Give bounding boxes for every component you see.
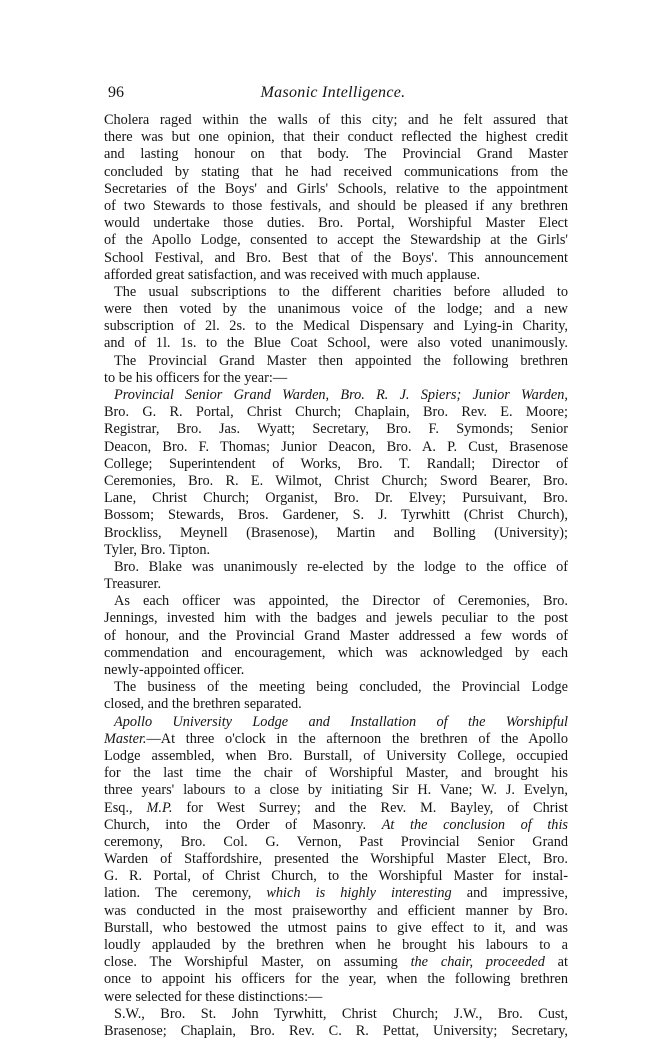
text-line: afforded great satisfaction, and was received with much applause. [104, 266, 481, 283]
text-line: Provincial Senior Grand Warden, Bro. R. J. Spiers; Junior Warden, [114, 387, 568, 403]
text-line: G. R. Portal, of Christ Church, to the Worshipful Master for instal- [104, 868, 568, 885]
text-line: Deacon, Bro. F. Thomas; Junior Deacon, Bro. A. P. Cust, Brasenose [104, 438, 568, 455]
text-line: Ceremonies, Bro. R. E. Wilmot, Christ Church; Sword Bearer, Bro. [104, 472, 568, 489]
text-line: Brockliss, Meynell (Brasenose), Martin and Bolling (University); [104, 524, 568, 541]
page-number: 96 [108, 84, 124, 101]
text-line: ceremony, Bro. Col. G. Vernon, Past Provincial Senior Grand [104, 833, 568, 850]
text-line: Church, into the Order of Masonry. At the conclusion of this [104, 816, 568, 833]
text-line: three years' labours to a close by initiating Sir H. Vane; W. J. Evelyn, [104, 782, 568, 799]
text-line: and of 1l. 1s. to the Blue Coat School, were also voted unanimously. [104, 335, 568, 352]
text-line: lation. The ceremony, which is highly interesting and impressive, [104, 885, 568, 902]
text-line: to be his officers for the year:— [104, 369, 288, 386]
text-line: S.W., Bro. St. John Tyrwhitt, Christ Church; J.W., Bro. Cust, [114, 1005, 568, 1022]
text-line: Jennings, invested him with the badges and jewels peculiar to the post [104, 610, 568, 627]
text-line: The usual subscriptions to the different charities before alluded to [114, 283, 568, 300]
text-line: of two Stewards to those festivals, and should be pleased if any brethren [104, 197, 568, 214]
text-line: of honour, and the Provincial Grand Master addressed a few words of [104, 627, 568, 644]
text-line: Secretaries of the Boys' and Girls' Schools, relative to the appointment [104, 180, 568, 197]
text-line: Cholera raged within the walls of this city; and he felt assured that [104, 112, 568, 128]
text-line: once to appoint his officers for the year, when the following brethren [104, 971, 568, 988]
text-line: As each officer was appointed, the Director of Ceremonies, Bro. [114, 593, 568, 610]
text-line: Bossom; Stewards, Bros. Gardener, S. J. Tyrwhitt (Christ Church), [104, 507, 568, 524]
text-line: College; Superintendent of Works, Bro. T. Randall; Director of [104, 455, 568, 472]
text-line: for the last time the chair of Worshipful Master, and brought his [104, 765, 568, 782]
text-line: were then voted by the unanimous voice of the lodge; and a new [104, 301, 568, 318]
text-line: Burstall, who bestowed the utmost pains to give effect to it, and was [104, 919, 568, 936]
text-line: Registrar, Bro. Jas. Wyatt; Secretary, Bro. F. Symonds; Senior [104, 421, 568, 438]
page-header [108, 84, 558, 106]
text-line: Lane, Christ Church; Organist, Bro. Dr. Elvey; Pursuivant, Bro. [104, 490, 568, 507]
text-line: subscription of 2l. 2s. to the Medical Dispensary and Lying-in Charity, [104, 318, 568, 335]
text-line: The Provincial Grand Master then appointed the following brethren [114, 352, 568, 369]
text-line: Brasenose; Chaplain, Bro. Rev. C. R. Pettat, University; Secretary, [104, 1022, 568, 1039]
text-line: Tyler, Bro. Tipton. [104, 541, 211, 558]
text-line: loudly applauded by the brethren when he brought his labours to a [104, 937, 568, 953]
article-body [104, 112, 568, 1040]
text-line: and lasting honour on that body. The Provincial Grand Master [104, 146, 568, 163]
text-line: Lodge assembled, when Bro. Burstall, of University College, occupied [104, 747, 568, 764]
text-line: Treasurer. [104, 576, 162, 593]
text-line: commendation and encouragement, which was acknowledged by each [104, 644, 568, 661]
text-line: would undertake those duties. Bro. Portal, Worshipful Master Elect [104, 215, 568, 232]
text-line: Master.—At three o'clock in the afternoon the brethren of the Apollo [104, 730, 568, 747]
text-line: closed, and the brethren separated. [104, 696, 302, 713]
text-line: were selected for these distinctions:— [104, 988, 323, 1005]
text-line: of the Apollo Lodge, consented to accept the Stewardship at the Girls' [104, 232, 568, 249]
text-line: newly-appointed officer. [104, 662, 245, 678]
text-line: was conducted in the most praiseworthy and efficient manner by Bro. [104, 902, 568, 919]
text-line: concluded by stating that he had received communications from the [104, 163, 568, 180]
text-line: Bro. Blake was unanimously re-elected by the lodge to the office of [114, 558, 568, 575]
text-line: there was but one opinion, that their conduct reflected the highest credit [104, 129, 568, 146]
text-line: Bro. G. R. Portal, Christ Church; Chaplain, Bro. Rev. E. Moore; [104, 404, 568, 421]
text-line: close. The Worshipful Master, on assuming the chair, proceeded at [104, 954, 568, 971]
text-line: Esq., M.P. for West Surrey; and the Rev. M. Bayley, of Christ [104, 799, 568, 816]
text-line: School Festival, and Bro. Best that of the Boys'. This announcement [104, 249, 568, 266]
text-line: The business of the meeting being concluded, the Provincial Lodge [114, 679, 568, 696]
section-heading-line: Apollo University Lodge and Installation of the Worshipful [114, 713, 568, 730]
text-line: Warden of Staffordshire, presented the Worshipful Master Elect, Bro. [104, 851, 568, 868]
running-title: Masonic Intelligence. [260, 84, 406, 101]
